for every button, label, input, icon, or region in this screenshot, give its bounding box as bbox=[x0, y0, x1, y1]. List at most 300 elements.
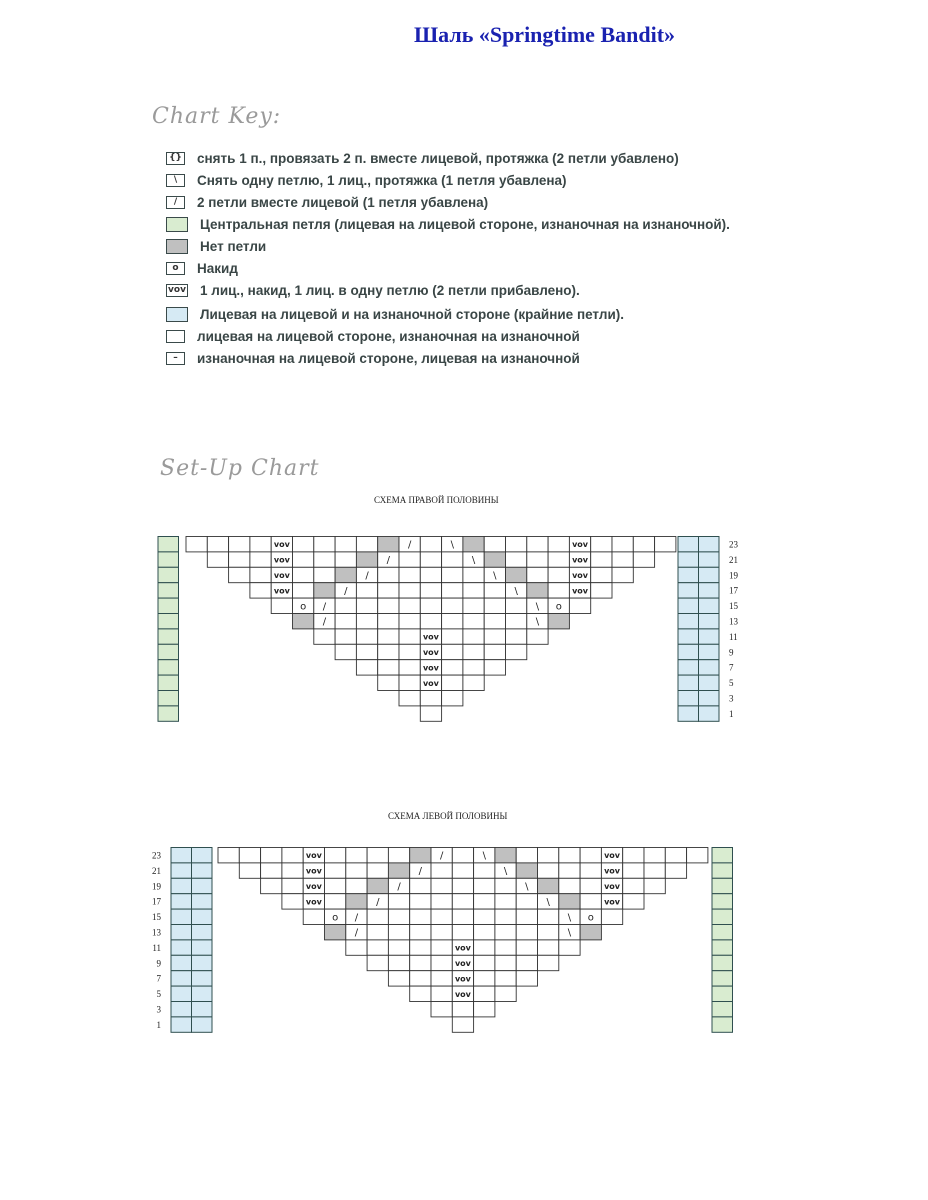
chart-cell bbox=[484, 644, 505, 659]
chart-cell bbox=[431, 909, 452, 924]
row-number: 21 bbox=[729, 554, 738, 565]
chart-cell bbox=[665, 848, 686, 863]
chart-cell bbox=[463, 598, 484, 613]
chart-cell bbox=[516, 863, 537, 878]
legend-text: 2 петли вместе лицевой (1 петля убавлена) bbox=[197, 194, 489, 210]
chart-cell bbox=[452, 1002, 473, 1017]
edge-cell bbox=[712, 925, 733, 940]
row-number: 7 bbox=[729, 662, 734, 673]
chart-cell bbox=[538, 878, 559, 893]
chart-cell bbox=[495, 955, 516, 970]
chart-cell bbox=[495, 986, 516, 1001]
chart-cell bbox=[346, 863, 367, 878]
chart-cell bbox=[559, 863, 580, 878]
edge-cell bbox=[158, 644, 179, 659]
chart-cell bbox=[410, 878, 431, 893]
chart-symbol: vov bbox=[454, 974, 471, 984]
chart-symbol: \ bbox=[493, 570, 497, 582]
chart-cell bbox=[506, 644, 527, 659]
chart-cell bbox=[388, 894, 409, 909]
chart-cell bbox=[378, 583, 399, 598]
chart-cell bbox=[591, 552, 612, 567]
chart-cell bbox=[293, 537, 314, 552]
chart-cell bbox=[495, 925, 516, 940]
edge-cell bbox=[192, 1002, 213, 1017]
chart-cell bbox=[580, 878, 601, 893]
chart-symbol: o bbox=[587, 912, 594, 924]
chart-cell bbox=[580, 894, 601, 909]
legend-symbol: o bbox=[166, 262, 185, 275]
edge-cell bbox=[158, 598, 179, 613]
edge-cell bbox=[678, 675, 699, 690]
chart-cell bbox=[399, 629, 420, 644]
chart-cell bbox=[314, 552, 335, 567]
chart-cell bbox=[516, 909, 537, 924]
chart-cell bbox=[399, 691, 420, 706]
edge-cell bbox=[192, 1017, 213, 1032]
chart-cell bbox=[442, 598, 463, 613]
edge-cell bbox=[699, 644, 720, 659]
chart-cell bbox=[207, 552, 228, 567]
edge-cell bbox=[171, 955, 192, 970]
chart-cell bbox=[452, 848, 473, 863]
chart-cell bbox=[410, 909, 431, 924]
chart-symbol: vov bbox=[273, 571, 290, 580]
chart-cell bbox=[282, 863, 303, 878]
chart-cell bbox=[559, 894, 580, 909]
chart-cell bbox=[399, 552, 420, 567]
chart-cell bbox=[218, 848, 239, 863]
chart-cell bbox=[388, 909, 409, 924]
chart-cell bbox=[474, 955, 495, 970]
chart-cell bbox=[463, 567, 484, 582]
chart-cell bbox=[250, 537, 271, 552]
chart-cell bbox=[612, 552, 633, 567]
edge-cell bbox=[678, 614, 699, 629]
chart-cell bbox=[378, 567, 399, 582]
edge-cell bbox=[699, 598, 720, 613]
chart-symbol: vov bbox=[422, 632, 439, 642]
edge-cell bbox=[171, 894, 192, 909]
edge-cell bbox=[158, 614, 179, 629]
edge-cell bbox=[192, 863, 213, 878]
row-number: 15 bbox=[729, 601, 738, 612]
edge-cell bbox=[678, 567, 699, 582]
chart-cell bbox=[293, 614, 314, 629]
chart-cell bbox=[687, 848, 708, 863]
chart-cell bbox=[484, 614, 505, 629]
chart-cell bbox=[261, 863, 282, 878]
chart-cell bbox=[378, 660, 399, 675]
edge-cell bbox=[712, 971, 733, 986]
chart-cell bbox=[410, 894, 431, 909]
edge-cell bbox=[158, 691, 179, 706]
chart-cell bbox=[559, 940, 580, 955]
legend-text: изнаночная на лицевой стороне, лицевая на изнаночной bbox=[197, 350, 580, 366]
chart-cell bbox=[250, 567, 271, 582]
chart-cell bbox=[431, 894, 452, 909]
chart-cell bbox=[506, 614, 527, 629]
chart-cell bbox=[442, 614, 463, 629]
edge-cell bbox=[171, 863, 192, 878]
edge-cell bbox=[158, 567, 179, 582]
chart-cell bbox=[335, 567, 356, 582]
chart-symbol: vov bbox=[454, 943, 471, 953]
chart-cell bbox=[527, 629, 548, 644]
edge-cell bbox=[712, 1002, 733, 1017]
chart-cell bbox=[356, 629, 377, 644]
legend-text: Нет петли bbox=[200, 238, 267, 254]
chart-cell bbox=[495, 894, 516, 909]
edge-cell bbox=[158, 675, 179, 690]
edge-cell bbox=[678, 691, 699, 706]
chart-cell bbox=[655, 537, 676, 552]
chart-cell bbox=[229, 567, 250, 582]
chart-symbol: o bbox=[555, 601, 562, 613]
chart-cell bbox=[506, 552, 527, 567]
edge-cell bbox=[699, 706, 720, 721]
chart-cell bbox=[516, 955, 537, 970]
chart-cell bbox=[356, 598, 377, 613]
chart-cell bbox=[442, 567, 463, 582]
chart-cell bbox=[335, 644, 356, 659]
chart-cell bbox=[261, 878, 282, 893]
chart-cell bbox=[484, 583, 505, 598]
chart-cell bbox=[548, 552, 569, 567]
chart-cell bbox=[356, 583, 377, 598]
chart-cell bbox=[452, 1017, 473, 1032]
edge-cell bbox=[678, 598, 699, 613]
edge-cell bbox=[712, 955, 733, 970]
chart-cell bbox=[474, 1002, 495, 1017]
chart-cell bbox=[399, 644, 420, 659]
chart-cell bbox=[271, 598, 292, 613]
chart-cell bbox=[452, 878, 473, 893]
chart-cell bbox=[431, 986, 452, 1001]
chart-cell bbox=[548, 614, 569, 629]
chart-cell bbox=[431, 940, 452, 955]
legend-symbol: \ bbox=[166, 174, 185, 187]
edge-cell bbox=[171, 1002, 192, 1017]
row-number: 5 bbox=[156, 989, 161, 1000]
row-number: 11 bbox=[729, 631, 738, 642]
row-number: 11 bbox=[152, 942, 161, 953]
edge-cell bbox=[678, 629, 699, 644]
chart-cell bbox=[186, 537, 207, 552]
chart-cell bbox=[367, 909, 388, 924]
chart-symbol: vov bbox=[422, 678, 439, 688]
chart-symbol: vov bbox=[604, 851, 621, 861]
chart-symbol: \ bbox=[471, 555, 476, 567]
chart-cell bbox=[538, 940, 559, 955]
chart-cell bbox=[356, 537, 377, 552]
edge-cell bbox=[192, 925, 213, 940]
row-number: 9 bbox=[156, 958, 161, 969]
chart-cell bbox=[527, 567, 548, 582]
left-half-caption: СХЕМА ЛЕВОЙ ПОЛОВИНЫ bbox=[388, 811, 508, 821]
chart-symbol: vov bbox=[273, 540, 290, 550]
chart-symbol: / bbox=[439, 850, 444, 862]
chart-cell bbox=[325, 863, 346, 878]
chart-cell bbox=[633, 537, 654, 552]
edge-cell bbox=[171, 1017, 192, 1032]
chart-cell bbox=[378, 614, 399, 629]
row-number: 17 bbox=[152, 896, 161, 907]
chart-cell bbox=[580, 863, 601, 878]
chart-cell bbox=[367, 848, 388, 863]
chart-cell bbox=[420, 614, 441, 629]
chart-cell bbox=[474, 878, 495, 893]
chart-cell bbox=[463, 660, 484, 675]
chart-symbol: / bbox=[354, 912, 359, 924]
edge-cell bbox=[192, 940, 213, 955]
chart-cell bbox=[282, 894, 303, 909]
edge-cell bbox=[678, 660, 699, 675]
chart-cell bbox=[495, 971, 516, 986]
edge-cell bbox=[192, 909, 213, 924]
row-number: 23 bbox=[729, 539, 738, 550]
chart-cell bbox=[591, 583, 612, 598]
chart-symbol: \ bbox=[567, 927, 572, 939]
chart-cell bbox=[495, 848, 516, 863]
chart-cell bbox=[474, 986, 495, 1001]
chart-cell bbox=[516, 971, 537, 986]
chart-cell bbox=[335, 537, 356, 552]
row-number: 23 bbox=[152, 850, 161, 861]
chart-symbol: / bbox=[365, 570, 369, 582]
chart-cell bbox=[463, 614, 484, 629]
chart-cell bbox=[474, 971, 495, 986]
chart-cell bbox=[601, 909, 622, 924]
chart-cell bbox=[474, 925, 495, 940]
chart-cell bbox=[388, 848, 409, 863]
chart-cell bbox=[303, 909, 324, 924]
chart-cell bbox=[335, 552, 356, 567]
chart-symbol: vov bbox=[572, 571, 589, 580]
chart-cell bbox=[378, 675, 399, 690]
row-number: 3 bbox=[156, 1004, 161, 1015]
edge-cell bbox=[158, 537, 179, 552]
edge-cell bbox=[678, 537, 699, 552]
chart-cell bbox=[495, 909, 516, 924]
page-title: Шаль «Springtime Bandit» bbox=[414, 22, 676, 47]
chart-cell bbox=[431, 878, 452, 893]
chart-cell bbox=[388, 971, 409, 986]
chart-cell bbox=[463, 675, 484, 690]
chart-cell bbox=[506, 598, 527, 613]
edge-cell bbox=[192, 955, 213, 970]
chart-symbol: / bbox=[322, 601, 327, 613]
chart-cell bbox=[367, 863, 388, 878]
edge-cell bbox=[171, 848, 192, 863]
chart-symbol: vov bbox=[305, 897, 322, 907]
chart-symbol: vov bbox=[572, 555, 589, 565]
chart-symbol: / bbox=[397, 881, 401, 893]
row-number: 17 bbox=[729, 585, 738, 596]
chart-cell bbox=[442, 660, 463, 675]
chart-cell bbox=[623, 848, 644, 863]
chart-cell bbox=[356, 644, 377, 659]
chart-symbol: / bbox=[376, 896, 380, 908]
chart-symbol: vov bbox=[422, 648, 439, 657]
edge-cell bbox=[158, 552, 179, 567]
edge-cell bbox=[171, 909, 192, 924]
chart-cell bbox=[420, 691, 441, 706]
edge-cell bbox=[171, 940, 192, 955]
chart-symbol: vov bbox=[422, 663, 439, 673]
chart-cell bbox=[452, 894, 473, 909]
chart-cell bbox=[388, 940, 409, 955]
chart-cell bbox=[356, 552, 377, 567]
chart-cell bbox=[410, 925, 431, 940]
edge-cell bbox=[158, 629, 179, 644]
chart-cell bbox=[314, 567, 335, 582]
chart-cell bbox=[516, 894, 537, 909]
edge-cell bbox=[712, 863, 733, 878]
chart-cell bbox=[644, 848, 665, 863]
chart-cell bbox=[474, 863, 495, 878]
edge-cell bbox=[192, 894, 213, 909]
chart-cell bbox=[463, 629, 484, 644]
chart-symbol: vov bbox=[454, 959, 471, 968]
setup-chart-heading: Set-Up Chart bbox=[160, 456, 320, 481]
chart-cell bbox=[314, 583, 335, 598]
chart-cell bbox=[548, 537, 569, 552]
edge-cell bbox=[699, 567, 720, 582]
chart-cell bbox=[250, 552, 271, 567]
chart-cell bbox=[431, 925, 452, 940]
edge-cell bbox=[678, 706, 699, 721]
chart-cell bbox=[410, 940, 431, 955]
chart-cell bbox=[261, 848, 282, 863]
chart-cell bbox=[538, 925, 559, 940]
legend-text: Лицевая на лицевой и на изнаночной стороне (крайние петли). bbox=[200, 306, 624, 322]
chart-cell bbox=[399, 598, 420, 613]
chart-cell bbox=[239, 863, 260, 878]
edge-cell bbox=[712, 940, 733, 955]
chart-cell bbox=[314, 537, 335, 552]
chart-cell bbox=[410, 986, 431, 1001]
chart-symbol: vov bbox=[273, 555, 290, 565]
right-half-caption: СХЕМА ПРАВОЙ ПОЛОВИНЫ bbox=[374, 495, 499, 505]
row-number: 1 bbox=[729, 708, 734, 719]
chart-cell bbox=[484, 537, 505, 552]
chart-cell bbox=[325, 894, 346, 909]
edge-cell bbox=[171, 925, 192, 940]
chart-symbol: \ bbox=[503, 866, 508, 878]
edge-cell bbox=[158, 660, 179, 675]
legend-text: снять 1 п., провязать 2 п. вместе лицевой, протяжка (2 петли убавлено) bbox=[197, 150, 679, 166]
edge-cell bbox=[678, 644, 699, 659]
legend-text: Снять одну петлю, 1 лиц., протяжка (1 петля убавлена) bbox=[197, 172, 567, 188]
chart-symbol: vov bbox=[572, 540, 589, 550]
chart-cell bbox=[239, 848, 260, 863]
chart-cell bbox=[378, 537, 399, 552]
chart-cell bbox=[293, 583, 314, 598]
chart-cell bbox=[250, 583, 271, 598]
edge-cell bbox=[699, 614, 720, 629]
edge-cell bbox=[699, 552, 720, 567]
chart-cell bbox=[325, 848, 346, 863]
edge-cell bbox=[699, 691, 720, 706]
chart-symbol: vov bbox=[454, 989, 471, 999]
row-number: 5 bbox=[729, 678, 734, 689]
chart-symbol: \ bbox=[535, 601, 540, 613]
chart-cell bbox=[569, 598, 590, 613]
chart-symbol: vov bbox=[305, 866, 322, 876]
chart-cell bbox=[335, 614, 356, 629]
chart-cell bbox=[346, 848, 367, 863]
chart-cell bbox=[495, 940, 516, 955]
edge-cell bbox=[699, 583, 720, 598]
chart-cell bbox=[293, 567, 314, 582]
chart-cell bbox=[548, 583, 569, 598]
legend-symbol: / bbox=[166, 196, 185, 209]
row-number: 7 bbox=[156, 973, 161, 984]
edge-cell bbox=[712, 848, 733, 863]
chart-cell bbox=[420, 706, 441, 721]
chart-cell bbox=[335, 598, 356, 613]
edge-cell bbox=[678, 583, 699, 598]
chart-symbol: o bbox=[332, 912, 339, 924]
row-number: 21 bbox=[152, 865, 161, 876]
chart-cell bbox=[527, 552, 548, 567]
chart-cell bbox=[580, 848, 601, 863]
edge-cell bbox=[712, 909, 733, 924]
row-number: 9 bbox=[729, 647, 734, 658]
chart-cell bbox=[431, 863, 452, 878]
row-number: 13 bbox=[729, 616, 738, 627]
chart-cell bbox=[431, 1002, 452, 1017]
chart-symbol: \ bbox=[450, 539, 454, 551]
chart-cell bbox=[474, 894, 495, 909]
chart-cell bbox=[644, 878, 665, 893]
chart-symbol: / bbox=[386, 555, 391, 567]
chart-cell bbox=[559, 848, 580, 863]
chart-cell bbox=[410, 848, 431, 863]
chart-cell bbox=[207, 537, 228, 552]
chart-cell bbox=[591, 567, 612, 582]
chart-symbol: / bbox=[322, 616, 327, 628]
chart-cell bbox=[367, 878, 388, 893]
edge-cell bbox=[158, 583, 179, 598]
chart-symbol: vov bbox=[572, 586, 589, 596]
chart-symbol: vov bbox=[273, 586, 290, 596]
chart-cell bbox=[325, 878, 346, 893]
edge-cell bbox=[171, 878, 192, 893]
chart-cell bbox=[591, 537, 612, 552]
edge-cell bbox=[171, 971, 192, 986]
edge-cell bbox=[712, 986, 733, 1001]
chart-cell bbox=[367, 955, 388, 970]
chart-cell bbox=[282, 878, 303, 893]
chart-symbol: / bbox=[344, 585, 348, 597]
row-number: 13 bbox=[152, 927, 161, 938]
legend-text: Центральная петля (лицевая на лицевой стороне, изнаночная на изнаночной). bbox=[200, 216, 730, 232]
chart-cell bbox=[452, 863, 473, 878]
chart-cell bbox=[346, 894, 367, 909]
chart-symbol: vov bbox=[305, 851, 322, 861]
chart-cell bbox=[325, 925, 346, 940]
chart-cell bbox=[420, 537, 441, 552]
edge-cell bbox=[678, 552, 699, 567]
chart-cell bbox=[580, 925, 601, 940]
edge-cell bbox=[192, 848, 213, 863]
chart-symbol: vov bbox=[604, 882, 621, 891]
chart-symbol: \ bbox=[535, 616, 540, 628]
row-number: 1 bbox=[156, 1019, 161, 1030]
edge-cell bbox=[699, 675, 720, 690]
